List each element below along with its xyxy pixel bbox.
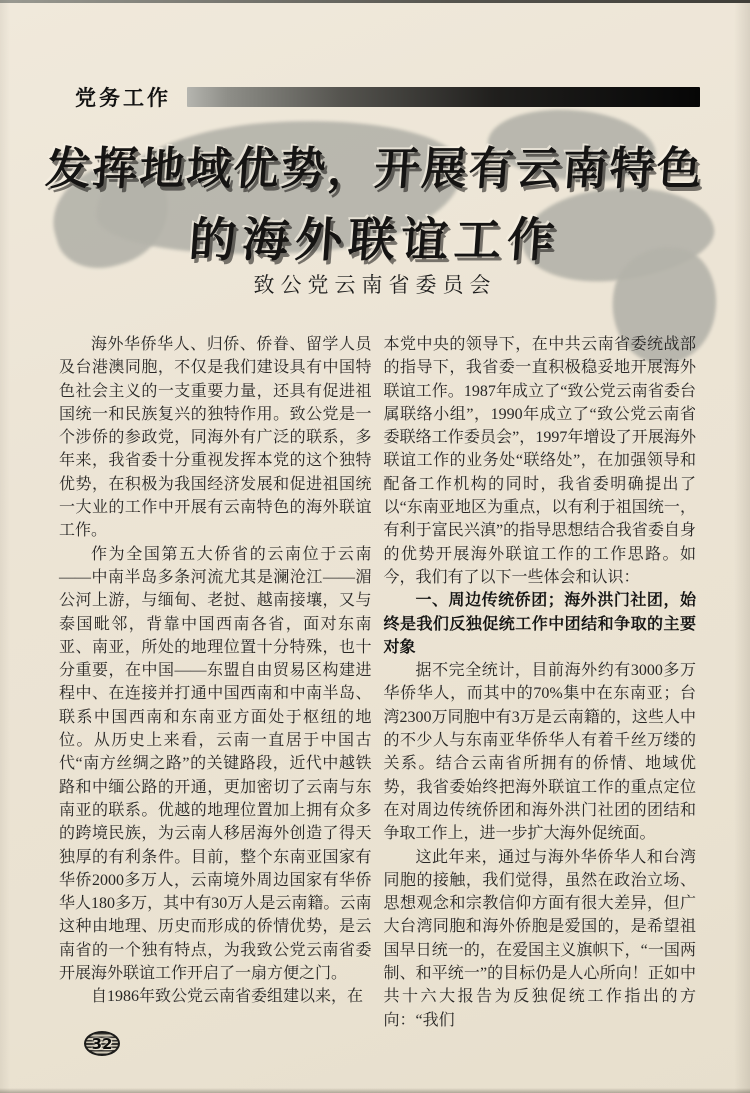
left-column	[59, 333, 372, 1032]
article-title-line2: 的海外联谊工作	[187, 213, 563, 268]
paragraph: 这此年来，通过与海外华侨华人和台湾同胞的接触，我们觉得，虽然在政治立场、思想观念和宗教信仰方面有很大差异，但广大台湾同胞和海外侨胞是爱国的，是希望祖国早日统一的，在爱国主义旗帜下，“一国两制、和平统一”的目标仍是人心所向！正如中共十六大报告为反独促统工作指出的方向：“我们	[383, 848, 696, 1029]
paragraph: 作为全国第五大侨省的云南位于云南——中南半岛多条河流尤其是澜沧江——湄公河上游，与缅甸、老挝、越南接壤，又与泰国毗邻，背靠中国西南各省，面对东南亚、南亚，所处的地理位置十分特殊，也十分重要，在中国——东盟自由贸易区构建进程中、在连接并打通中国西南和中南半岛、联系中国西南和东南亚方面处于枢纽的地位。从历史上来看，云南一直居于中国古代“南方丝绸之路”的关键路段，近代中越铁路和中缅公路的开通，更加密切了云南与东南亚的联系。优越的地理位置加上拥有众多的跨境民族，为云南人移居海外创造了得天独厚的有利条件。目前，整个东南亚国家有华侨2000多万人，云南境外周边国家有华侨华人180多万，其中有30万人是云南籍。云南这种由地理、历史而形成的侨情优势，是云南省的一个独有特点，为我致公党云南省委开展海外联谊工作开启了一扇方便之门。	[59, 545, 372, 983]
paragraph-continuation: 本党中央的领导下，在中共云南省委统战部的指导下，我省委一直积极稳妥地开展海外联谊工作。1987年成立了“致公党云南省委台属联络小组”，1990年成立了“致公党云南省委联络工作委员会”，1997年增设了开展海外联谊工作的业务处“联络处”，在加强领导和配备工作机构的同时，我省委明确提出了以“东南亚地区为重点，以有利于祖国统一，有利于富民兴滇”的指导思想结合我省委自身的优势开展海外联谊工作的工作思路。如今，我们有了以下一些体会和认识：	[383, 336, 696, 586]
article-title-block	[40, 108, 710, 273]
right-column	[384, 333, 697, 1032]
scan-edge-left	[0, 0, 10, 1093]
article-title-line1: 发挥地域优势，开展有云南特色	[43, 142, 706, 195]
section-header	[75, 84, 700, 110]
paragraph: 自1986年致公党云南省委组建以来，在	[91, 988, 364, 1006]
scan-edge-bottom	[0, 1088, 750, 1093]
section-label: 党务工作	[75, 86, 171, 110]
article-byline: 致公党云南省委员会	[253, 273, 497, 297]
page-number-badge	[84, 1031, 120, 1056]
paragraph: 据不完全统计，目前海外约有3000多万华侨华人，而其中的70%集中在东南亚；台湾2300万同胞中有3万是云南籍的，这些人中的不少人与东南亚华侨华人有着千丝万缕的关系。结合云南省所拥有的侨情、地域优势，我省委始终把海外联谊工作的重点定位在对周边传统侨团和海外洪门社团的团结和争取工作上，进一步扩大海外促统面。	[383, 662, 696, 843]
page-number: 32	[91, 1034, 113, 1053]
scan-edge-top	[0, 0, 750, 3]
paragraph: 海外华侨华人、归侨、侨眷、留学人员及台港澳同胞，不仅是我们建设具有中国特色社会主义的一支重要力量，还具有促进祖国统一和民族复兴的独特作用。致公党是一个涉侨的参政党，同海外有广泛的联系，多年来，我省委十分重视发挥本党的这个独特优势，在积极为我国经济发展和促进祖国统一大业的工作中开展有云南特色的海外联谊工作。	[59, 336, 372, 540]
article-body	[59, 333, 696, 1032]
scan-edge-right	[734, 0, 750, 1093]
section-heading: 一、周边传统侨团；海外洪门社团，始终是我们反独促统工作中团结和争取的主要对象	[383, 592, 696, 656]
header-gradient-rule	[187, 87, 700, 107]
